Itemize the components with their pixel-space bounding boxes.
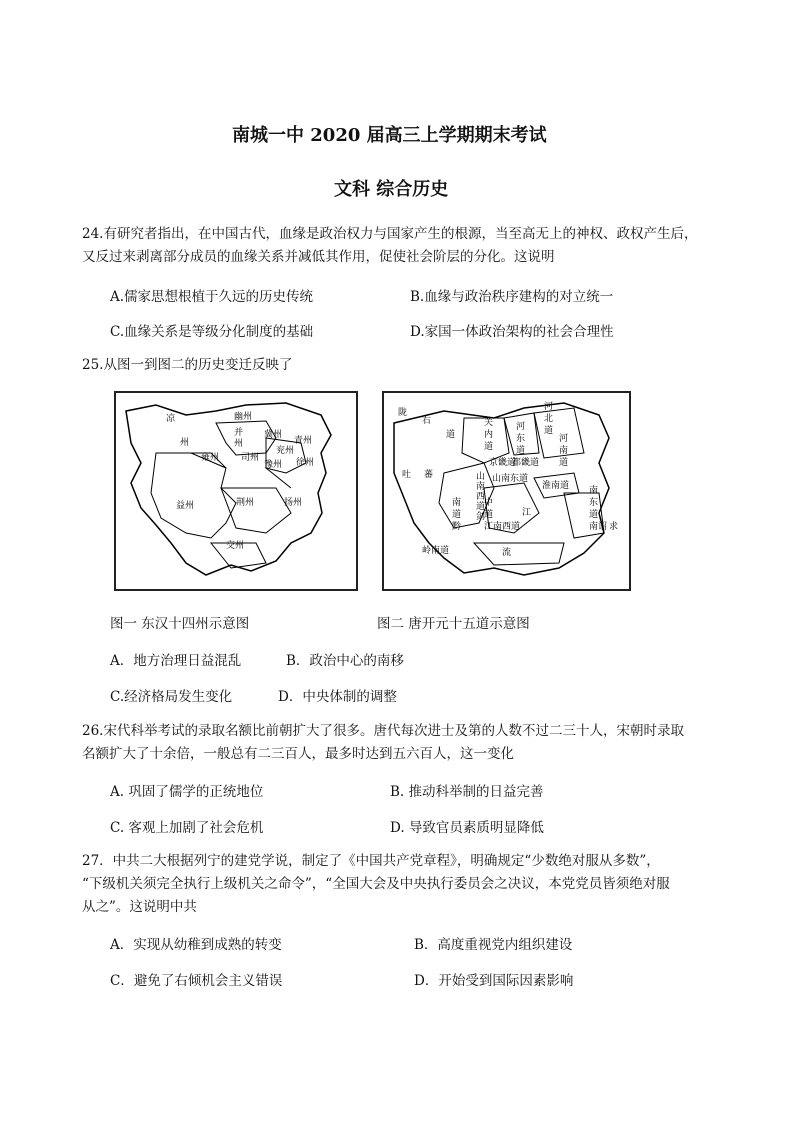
map2-label-39: 求 (609, 522, 619, 532)
map2-label-27: 道 (452, 510, 462, 520)
map2-label-8: 道 (544, 426, 554, 436)
map2-label-29: 中 (484, 498, 494, 508)
map2-label-30: 道 (484, 510, 494, 520)
map1-label-0: 凉 (166, 414, 176, 424)
q25-option-d[interactable]: D．中央体制的调整 (278, 689, 397, 705)
map2-label-7: 北 (544, 414, 554, 424)
q27-option-b[interactable]: B．高度重视党内组织建设 (414, 937, 573, 953)
map2-label-35: 道 (589, 510, 599, 520)
q26-option-b[interactable]: B. 推动科举制的日益完善 (390, 784, 544, 800)
map2-label-32: 江 (522, 508, 532, 518)
map1-label-10: 豫州 (264, 460, 283, 470)
map2-label-33: 南 (589, 486, 599, 496)
map2-label-9: 河 (516, 422, 526, 432)
map2-label-31: 江南西道 (484, 522, 521, 532)
question-25-stem: 25.从图一到图二的历史变迁反映了 (82, 357, 293, 373)
map2-label-36: 南诏 (589, 522, 608, 532)
map2-label-0: 陇 (398, 408, 408, 418)
map1-label-4: 州 (234, 439, 244, 449)
map2-label-25: 剑 (476, 512, 486, 522)
map1-label-3: 并 (234, 428, 244, 438)
map2-label-24: 道 (476, 502, 486, 512)
q26-option-a[interactable]: A. 巩固了儒学的正统地位 (110, 784, 264, 800)
map2-label-38: 流 (502, 548, 512, 558)
map2-label-1: 右 (422, 416, 432, 426)
map-eastern-han (114, 391, 358, 591)
map-tang-kaiyuan (382, 391, 631, 591)
page-title: 南城一中 2020 届高三上学期期末考试 (232, 125, 547, 146)
map2-label-18: 淮南道 (542, 481, 570, 491)
map2-label-15: 京畿道 (489, 458, 517, 468)
question-27-line-1: 27．中共二大根据列宁的建党学说，制定了《中国共产党章程》，明确规定“少数绝对服从多数”， (82, 853, 660, 869)
q27-option-a[interactable]: A．实现从幼稚到成熟的转变 (110, 937, 282, 953)
q24-option-a[interactable]: A.儒家思想根植于久远的历史传统 (110, 289, 314, 305)
map1-label-13: 荆州 (236, 498, 255, 508)
map2-label-11: 道 (516, 446, 526, 456)
map1-label-6: 青州 (294, 436, 313, 446)
map1-label-14: 扬州 (284, 498, 303, 508)
map2-label-28: 黔 (452, 522, 462, 532)
map2-label-22: 南 (476, 482, 486, 492)
map2-label-6: 河 (544, 402, 554, 412)
map1-caption: 图一 东汉十四州示意图 (110, 616, 250, 632)
map2-label-3: 关 (484, 418, 494, 428)
map2-label-4: 内 (484, 430, 494, 440)
map2-label-20: 蕃 (424, 470, 434, 480)
map1-label-7: 兖州 (276, 446, 295, 456)
map2-label-19: 吐 (402, 470, 412, 480)
question-26-line-1: 26.宋代科举考试的录取名额比前朝扩大了很多。唐代每次进士及第的人数不过二三十人，宋朝时录取 (82, 723, 684, 739)
map2-label-21: 山 (476, 472, 486, 482)
map2-caption: 图二 唐开元十五道示意图 (377, 616, 530, 632)
map2-label-5: 道 (484, 442, 494, 452)
map1-label-8: 雍州 (201, 453, 220, 463)
map1-label-15: 交州 (226, 541, 245, 551)
map2-label-2: 道 (446, 430, 456, 440)
q24-option-b[interactable]: B.血缘与政治秩序建构的对立统一 (410, 289, 614, 305)
map2-label-26: 南 (452, 498, 462, 508)
q24-option-d[interactable]: D.家国一体政治架构的社会合理性 (410, 324, 614, 340)
map2-label-16: 都畿道 (512, 458, 540, 468)
question-26-line-2: 名额扩大了十余倍，一般总有二三百人，最多时达到五六百人，这一变化 (82, 746, 514, 762)
map1-label-1: 州 (180, 438, 190, 448)
map1-label-11: 徐州 (296, 458, 315, 468)
question-24-line-2: 又反过来剥离部分成员的血缘关系并减低其作用，促使社会阶层的分化。这说明 (82, 249, 555, 265)
map2-label-17: 山南东道 (492, 474, 529, 484)
map2-label-14: 道 (559, 458, 569, 468)
q24-option-c[interactable]: C.血缘关系是等级分化制度的基础 (110, 324, 314, 340)
q27-option-c[interactable]: C．避免了右倾机会主义错误 (110, 973, 283, 989)
q26-option-c[interactable]: C. 客观上加剧了社会危机 (110, 820, 264, 836)
map1-label-12: 益州 (176, 501, 195, 511)
question-24-line-1: 24.有研究者指出，在中国古代，血缘是政治权力与国家产生的根源，当至高无上的神权、政权产生后， (82, 226, 698, 242)
map2-label-34: 东 (589, 498, 599, 508)
question-27-line-2: “下级机关须完全执行上级机关之命令”，“全国大会及中央执行委员会之决议，本党党员皆须绝对服 (82, 876, 670, 892)
map2-label-37: 岭南道 (422, 546, 450, 556)
q25-option-c[interactable]: C.经济格局发生变化 (110, 689, 233, 705)
map1-label-9: 司州 (241, 453, 260, 463)
map2-label-12: 河 (559, 434, 569, 444)
map1-label-2: 幽州 (234, 412, 253, 422)
map2-label-10: 东 (516, 434, 526, 444)
question-27-line-3: 从之”。这说明中共 (82, 899, 197, 915)
q25-option-a[interactable]: A．地方治理日益混乱 (110, 653, 242, 669)
q27-option-d[interactable]: D．开始受到国际因素影响 (414, 973, 574, 989)
map2-label-13: 南 (559, 446, 569, 456)
map1-label-5: 冀州 (264, 430, 283, 440)
page-subtitle: 文科 综合历史 (334, 179, 449, 200)
q25-option-b[interactable]: B．政治中心的南移 (286, 653, 404, 669)
q26-option-d[interactable]: D. 导致官员素质明显降低 (390, 820, 544, 836)
map2-label-23: 西 (476, 492, 486, 502)
